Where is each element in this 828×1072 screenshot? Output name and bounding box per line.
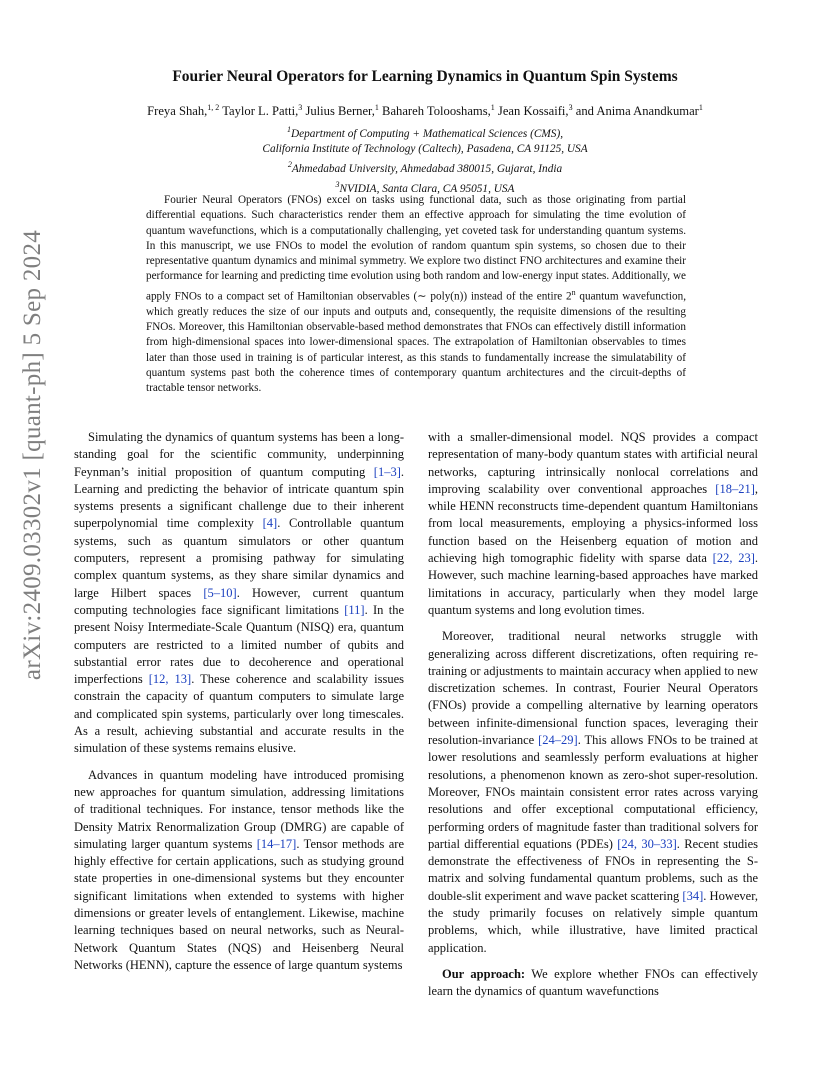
paragraph-text: Advances in quantum modeling have introduced promising new approaches for quantum simulation, addressing limitations of traditional techniques. For instance, tensor methods like the Density Matrix Renormalization Group (DMRG) are capable of simulating larger quantum systems <box>74 767 404 851</box>
affiliation-line <box>90 157 760 177</box>
paragraph-text: . This allows FNOs to be trained at lower resolutions and seamlessly perform evaluations at higher resolutions, a phenomenon known as zero-shot super-resolution. Moreover, FNOs maintain consistent error rates across varying resolutions and offer exceptional computational efficiency, performing orders of magnitude faster than traditional solvers for partial differential equations (PDEs) <box>428 733 758 851</box>
paper-title: Fourier Neural Operators for Learning Dynamics in Quantum Spin Systems <box>172 68 678 85</box>
paragraph-text: . Recent studies demonstrate the effectiveness of FNOs in representing the S-matrix and solving fundamental quantum problems, such as the double-slit experiment and wave packet scattering <box>428 836 758 903</box>
paragraph <box>74 767 404 975</box>
citation-link[interactable]: [24, 30–33] <box>617 836 677 851</box>
citation-link[interactable]: [18–21] <box>715 481 755 496</box>
paragraph-text: . Learning and predicting the behavior of intricate quantum spin systems presents a significant challenge due to their inherent superpolynomial time complexity <box>74 464 404 531</box>
affiliation-line <box>90 122 760 142</box>
abstract-text: quantum wavefunction, which greatly reduces the size of our inputs and outputs and, consequently, the requisite dimensions of the resulting FNOs. Moreover, this Hamiltonian observable-based method demonstrates that FNOs can effectively distill information from high-dimensional spaces into lower-dimensional spaces. The extrapolation of Hamiltonian observables to times later than those used in training is of particular interest, as this stands to fundamentally increase the simulatability of quantum systems past both the coherence times of contemporary quantum architectures and the circuit-depths of tractable tensor networks. <box>146 290 686 395</box>
author-affiliation-mark: 3 <box>298 103 303 112</box>
paragraph-text: We explore whether FNOs can effectively learn the dynamics of quantum wavefunctions <box>428 966 758 999</box>
author-name: Taylor L. Patti, <box>219 104 299 119</box>
author-name: Jean Kossaifi, <box>494 104 569 119</box>
author-affiliation-mark: 1 <box>490 103 495 112</box>
paragraph-text: Moreover, traditional neural networks struggle with generalizing across different discretizations, often requiring re-training or adjustments to maintain accuracy when applied to new discretization schemes. In contrast, Fourier Neural Operators (FNOs) provide a compelling alternative by learning operators between infinite-dimensional function spaces, leveraging their resolution-invariance <box>428 629 758 748</box>
paragraph <box>428 429 758 619</box>
right-column <box>428 429 758 1010</box>
affiliation-text: NVIDIA, Santa Clara, CA 95051, USA <box>339 182 515 195</box>
paragraph-text: . However, current quantum computing technologies face significant limitations <box>74 585 404 617</box>
author-affiliation-mark: 3 <box>568 103 573 112</box>
citation-link[interactable]: [5–10] <box>203 585 237 600</box>
citation-link[interactable]: [34] <box>682 888 704 903</box>
paragraph-text: . Tensor methods are highly effective for certain applications, such as studying ground state properties in one-dimensional systems but they encounter significant limitations when extended to systems with higher dimensions or greater levels of entanglement. Likewise, machine learning techniques based on neural networks, such as Neural-Network Quantum States (NQS) and Heisenberg Neural Networks (HENN), capture the essence of large quantum systems <box>74 836 404 972</box>
paragraph <box>428 628 758 957</box>
author-affiliation-mark: 1, 2 <box>207 103 220 112</box>
author-affiliation-mark: 1 <box>698 103 703 112</box>
paragraph-text: Simulating the dynamics of quantum systems has been a long-standing goal for the scientific community, underpinning Feynman’s initial proposition of quantum computing <box>74 430 404 479</box>
affiliation-text: Department of Computing + Mathematical Sciences (CMS), <box>290 127 564 140</box>
author-list <box>70 103 780 119</box>
paragraph-text: . However, such machine learning-based approaches have marked limitations in accuracy, particularly when they model large quantum systems and long evolution times. <box>428 551 759 617</box>
author-name: Julius Berner, <box>302 104 375 119</box>
paragraph <box>74 429 404 758</box>
author-name: and Anima Anandkumar <box>572 104 699 119</box>
abstract-text: Fourier Neural Operators (FNOs) excel on tasks using functional data, such as those originating from partial differential equations. Such characteristics render them an effective approach for simulating the time evolution of quantum wavefunctions, which is a computationally challenging, yet coveted task for understanding quantum systems. In this manuscript, we use FNOs to model the evolution of random quantum spin systems, so chosen due to their representative quantum dynamics and minimal symmetry. We explore two distinct FNO architectures and examine their performance for learning and predicting time evolution using both random and low-energy input states. Additionally, we apply FNOs to a compact set of Hamiltonian observables (∼ poly(n)) instead of the entire 2 <box>146 194 686 303</box>
citation-link[interactable]: [22, 23] <box>712 551 755 566</box>
author-affiliation-mark: 1 <box>374 103 379 112</box>
paragraph-text: . However, the study primarily focuses on relatively simple quantum problems, which, while illustrative, have limited practical application. <box>428 888 758 955</box>
affiliation-line <box>90 142 760 157</box>
paragraph-text: . These coherence and scalability issues constrain the capacity of quantum computers to simulate large and complicated spin systems, particularly over long timescales. As a result, achieving substantial and accurate results in the simulation of these systems remains elusive. <box>74 672 404 756</box>
affiliation-text: California Institute of Technology (Caltech), Pasadena, CA 91125, USA <box>262 142 588 155</box>
abstract-superscript: n <box>571 287 576 297</box>
citation-link[interactable]: [24–29] <box>538 733 578 748</box>
left-column <box>74 429 404 983</box>
paragraph <box>428 966 758 1001</box>
arxiv-identifier: arXiv:2409.03302v1 [quant-ph] 5 Sep 2024 <box>19 229 47 681</box>
citation-link[interactable]: [12, 13] <box>148 672 192 687</box>
paragraph-text: with a smaller-dimensional model. NQS provides a compact representation of many-body quantum states with artificial neural networks, capturing intrinsically nonlocal correlations and improving scalability over conventional approaches <box>428 430 758 496</box>
citation-link[interactable]: [1–3] <box>373 464 401 479</box>
author-name: Bahareh Tolooshams, <box>378 104 491 119</box>
paragraph-text: . In the present Noisy Intermediate-Scale Quantum (NISQ) era, quantum computers are restricted to a limited number of qubits and substantial error rates due to decoherence and operational imperfections <box>74 602 404 687</box>
paragraph-lead: Our approach: <box>442 966 526 981</box>
affiliation-text: Ahmedabad University, Ahmedabad 380015, Gujarat, India <box>291 162 563 175</box>
citation-link[interactable]: [11] <box>344 602 365 617</box>
paragraph-text: . Controllable quantum systems, such as quantum simulators or other quantum computers, represent a promising pathway for simulating complex quantum systems, as they share similar dynamics and large Hilbert spaces <box>74 516 404 600</box>
abstract <box>146 193 686 397</box>
affiliation-mark: 1 <box>286 125 291 134</box>
citation-link[interactable]: [4] <box>262 516 278 531</box>
affiliations <box>90 122 760 197</box>
paragraph-text: , while HENN reconstructs time-dependent quantum Hamiltonians from local measurements, employing a physics-informed loss function based on the Heisenberg equation of motion and achieving high tomographic fidelity with sparse data <box>428 481 758 566</box>
author-name: Freya Shah, <box>147 104 208 119</box>
affiliation-mark: 3 <box>335 180 340 190</box>
affiliation-mark: 2 <box>287 160 292 170</box>
arxiv-identifier-stamp <box>13 195 53 715</box>
citation-link[interactable]: [14–17] <box>256 836 297 851</box>
